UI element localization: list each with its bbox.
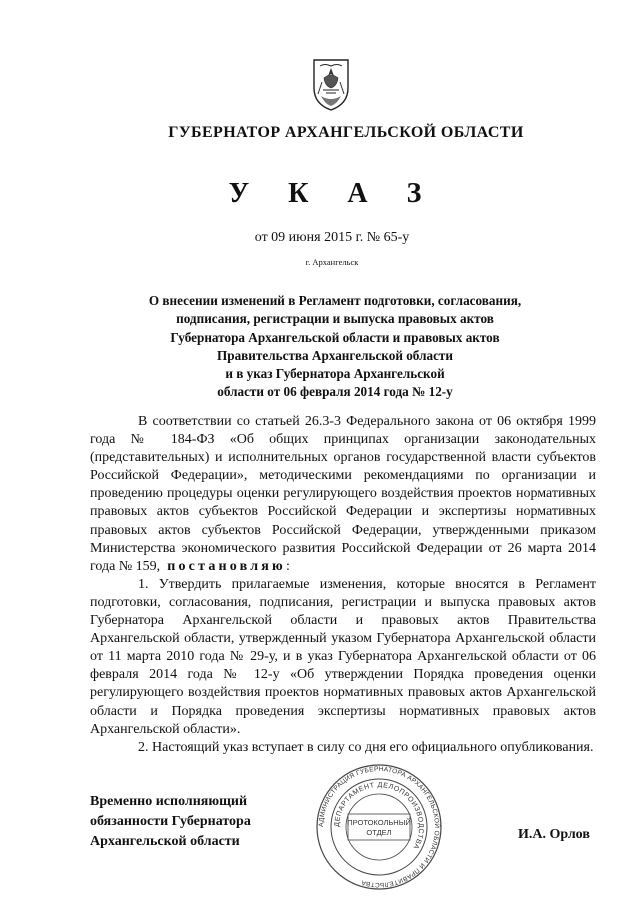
body-paragraph-item-1: 1. Утвердить прилагаемые изменения, которые вносятся в Регламент подготовки, согласования, подписания, регистрации и выпуска правовых актов Губернатора Архангельской области и правовых актов Правительства Архангельской области, утвержденный указом Губернатора Архангельской области от 11 марта 2010 года № 29-у, и в указ Губернатора Архангельской области от 06 февраля 2014 года № 12-у «Об утверждении Порядка проведения оценки регулирующего воздействия проектов нормативных правовых актов Архангельской области и Порядка проведения экспертизы нормативных правовых актов Архангельской области». (90, 576, 596, 737)
stamp-outer-text: АДМИНИСТРАЦИЯ ГУБЕРНАТОРА АРХАНГЕЛЬСКОЙ ОБЛАСТИ И ПРАВИТЕЛЬСТВА (317, 765, 441, 889)
title-line: О внесении изменений в Регламент подготовки, согласования, (148, 293, 522, 308)
title-line: Правительства Архангельской области (216, 347, 453, 363)
position-line: обязанности Губернатора (90, 814, 251, 829)
signatory-position (90, 792, 310, 852)
stamp-ring-text: ДЕПАРТАМЕНТ ДЕЛОПРОИЗВОДСТВА (333, 781, 425, 851)
coat-of-arms-icon (311, 58, 351, 112)
stamp-center-line-1: ПРОТОКОЛЬНЫЙ (347, 818, 411, 827)
preamble-text: В соответствии со статьей 26.3-3 Федерального закона от 06 октября 1999 года № 184-ФЗ «Об общих принципах организации законодательных (представительных) и исполнительных органов государственной власти субъектов Российской Федерации», методическими рекомендациями по организации и проведению процедуры оценки регулирующего воздействия проектов нормативных правовых актов субъектов Российской Федерации и экспертизы нормативных правовых актов субъектов Российской Федерации, утвержденными приказом Министерства экономического развития Российской Федерации от 26 марта 2014 года № 159, (90, 414, 596, 574)
title-line: подписания, регистрации и выпуска правовых актов (176, 311, 494, 327)
document-body (90, 413, 596, 757)
document-city: г. Архангельск (305, 257, 359, 267)
position-line: Архангельской области (90, 834, 240, 849)
stamp-center-line-2: ОТДЕЛ (366, 828, 392, 837)
document-type: У К А З (228, 178, 438, 209)
governor-heading: ГУБЕРНАТОР АРХАНГЕЛЬСКОЙ ОБЛАСТИ (168, 124, 524, 141)
department-stamp (314, 762, 444, 892)
document-date-number: от 09 июня 2015 г. № 65-у (254, 230, 410, 245)
title-line: Губернатора Архангельской области и правовых актов (170, 329, 500, 345)
document-title (60, 292, 610, 402)
signatory-name: И.А. Орлов (518, 827, 590, 842)
body-paragraph-preamble (90, 413, 596, 576)
title-line: области от 06 февраля 2014 года № 12-у (217, 384, 453, 400)
title-line: и в указ Губернатора Архангельской (225, 366, 445, 382)
decree-word: постановляю (167, 558, 286, 574)
position-line: Временно исполняющий (90, 794, 248, 809)
preamble-colon: : (285, 558, 290, 574)
body-paragraph-item-2: 2. Настоящий указ вступает в силу со дня его официального опубликования. (138, 739, 594, 755)
